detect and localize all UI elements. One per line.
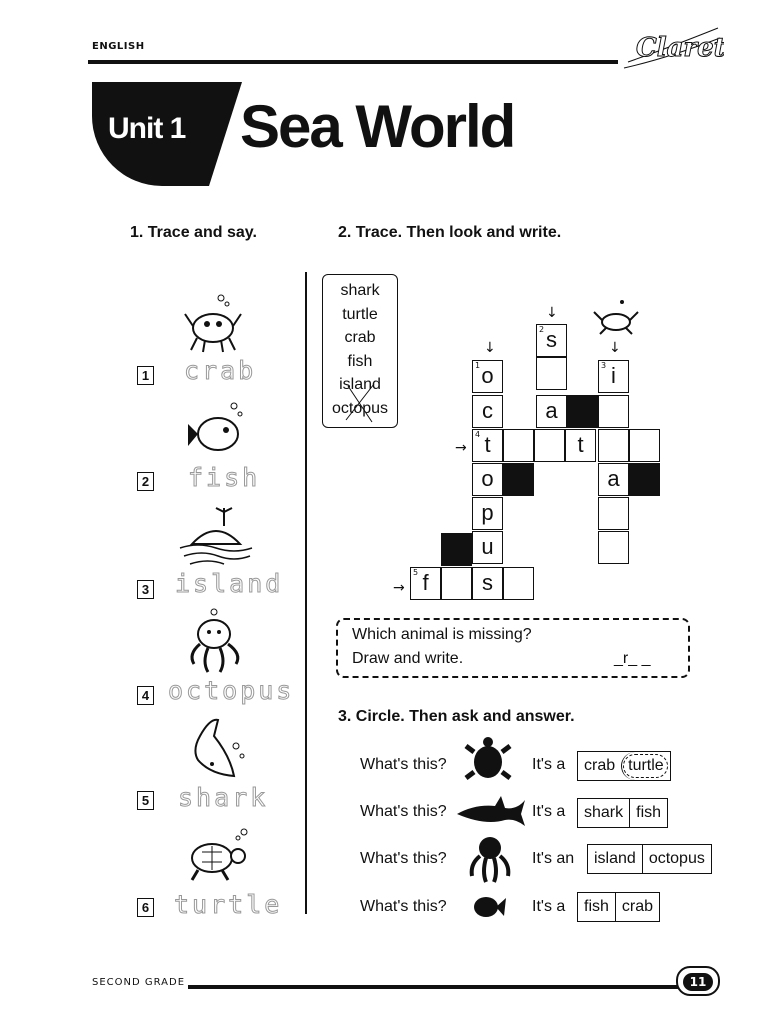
- item-number-3: 3: [137, 580, 154, 599]
- word-bank-item: island: [339, 376, 381, 393]
- page-title: Sea World: [240, 93, 515, 160]
- answer-option[interactable]: octopus: [642, 845, 711, 873]
- item-number-4: 4: [137, 686, 154, 705]
- answer-option-circled[interactable]: turtle: [621, 752, 670, 780]
- page-number: 11: [676, 966, 720, 996]
- crossword-cell[interactable]: t: [565, 429, 596, 462]
- crossword-cell[interactable]: [598, 395, 629, 428]
- octopus-icon: [466, 834, 514, 888]
- section2-heading: 2. Trace. Then look and write.: [338, 224, 562, 241]
- turtle-icon: [180, 826, 252, 888]
- missing-answer-blank[interactable]: _r_ _: [614, 650, 651, 667]
- right-arrow-icon: →: [455, 440, 467, 456]
- crab-icon: [183, 290, 243, 360]
- crossword-cell[interactable]: a: [598, 463, 629, 496]
- section3-heading: 3. Circle. Then ask and answer.: [338, 708, 575, 725]
- crossword-cell[interactable]: [503, 567, 534, 600]
- question-text: What's this?: [360, 756, 447, 773]
- crossword-cell[interactable]: s: [472, 567, 503, 600]
- crossword-black-cell: [629, 463, 660, 496]
- crossword-cell[interactable]: [629, 429, 660, 462]
- crossword-cell[interactable]: [536, 357, 567, 390]
- crossed-out-mark: [340, 380, 380, 426]
- answer-options: [577, 751, 671, 781]
- down-arrow-icon: ↓: [546, 305, 558, 321]
- trace-word-crab[interactable]: crab: [184, 356, 257, 385]
- column-divider: [305, 272, 307, 914]
- crossword-cell[interactable]: [598, 429, 629, 462]
- item-number-1: 1: [137, 366, 154, 385]
- octopus-icon: [184, 606, 246, 680]
- crossword-cell[interactable]: a: [536, 395, 567, 428]
- header-rule: [88, 60, 618, 64]
- item-number-6: 6: [137, 898, 154, 917]
- answer-prefix: It's a: [532, 898, 566, 915]
- answer-prefix: It's a: [532, 803, 566, 820]
- answer-option[interactable]: fish: [629, 799, 667, 827]
- answer-option[interactable]: crab: [584, 757, 616, 774]
- claret-logo: [618, 18, 724, 74]
- crossword-cell[interactable]: [598, 531, 629, 564]
- answer-options: [577, 892, 660, 922]
- fish-icon: [186, 400, 248, 466]
- crossword-cell[interactable]: o: [472, 463, 503, 496]
- right-arrow-icon: →: [393, 580, 405, 596]
- answer-options: [587, 844, 712, 874]
- crossword-cell[interactable]: c: [472, 395, 503, 428]
- crossword-black-cell: [503, 463, 534, 496]
- trace-word-octopus[interactable]: octopus: [168, 676, 295, 705]
- crossword-cell[interactable]: 4 t: [472, 429, 503, 462]
- question-text: What's this?: [360, 803, 447, 820]
- footer-rule: [188, 985, 688, 989]
- crab-icon: [592, 296, 640, 340]
- missing-animal-box: [336, 618, 690, 678]
- answer-option[interactable]: crab: [615, 893, 659, 921]
- down-arrow-icon: ↓: [484, 340, 496, 356]
- answer-prefix: It's an: [532, 850, 575, 867]
- word-bank-item: shark: [340, 282, 380, 299]
- section1-heading: 1. Trace and say.: [130, 224, 257, 241]
- answer-prefix: It's a: [532, 756, 566, 773]
- word-bank-item: crab: [344, 329, 376, 346]
- island-icon: [178, 504, 254, 572]
- missing-question: Which animal is missing?: [352, 626, 532, 643]
- missing-instruction: Draw and write.: [352, 650, 464, 667]
- crossword-cell[interactable]: 5 f: [410, 567, 441, 600]
- shark-icon: [455, 796, 527, 832]
- answer-option[interactable]: shark: [584, 804, 624, 821]
- grade-label: SECOND GRADE: [92, 977, 186, 988]
- crossword-black-cell: [567, 395, 598, 428]
- word-bank-item: turtle: [342, 305, 378, 323]
- item-number-5: 5: [137, 791, 154, 810]
- crossword-cell[interactable]: [503, 429, 534, 462]
- item-number-2: 2: [137, 472, 154, 491]
- trace-word-shark[interactable]: shark: [178, 783, 269, 812]
- crossword-cell[interactable]: p: [472, 497, 503, 530]
- trace-word-turtle[interactable]: turtle: [174, 890, 283, 919]
- trace-word-island[interactable]: island: [175, 569, 284, 598]
- answer-options: [577, 798, 668, 828]
- down-arrow-icon: ↓: [609, 340, 621, 356]
- crossword-cell[interactable]: [441, 567, 472, 600]
- crossword-cell[interactable]: [534, 429, 565, 462]
- answer-option[interactable]: island: [594, 850, 636, 867]
- trace-word-fish[interactable]: fish: [188, 463, 261, 492]
- crossword-cell[interactable]: u: [472, 531, 503, 564]
- crossword-cell[interactable]: 3 i: [598, 360, 629, 393]
- fish-icon: [472, 892, 506, 926]
- shark-icon: [190, 716, 250, 786]
- turtle-icon: [464, 736, 514, 788]
- subject-label: ENGLISH: [92, 41, 145, 52]
- question-text: What's this?: [360, 850, 447, 867]
- crossword-cell[interactable]: 1 o: [472, 360, 503, 393]
- word-bank-item: octopus: [331, 399, 389, 417]
- question-text: What's this?: [360, 898, 447, 915]
- crossword-black-cell: [441, 533, 472, 566]
- word-bank-item: fish: [347, 352, 373, 370]
- crossword-cell[interactable]: [598, 497, 629, 530]
- unit-label: Unit 1: [108, 112, 186, 145]
- crossword-cell[interactable]: 2 s: [536, 324, 567, 357]
- answer-option[interactable]: fish: [584, 898, 609, 915]
- svg-text:Claret: Claret: [636, 33, 724, 63]
